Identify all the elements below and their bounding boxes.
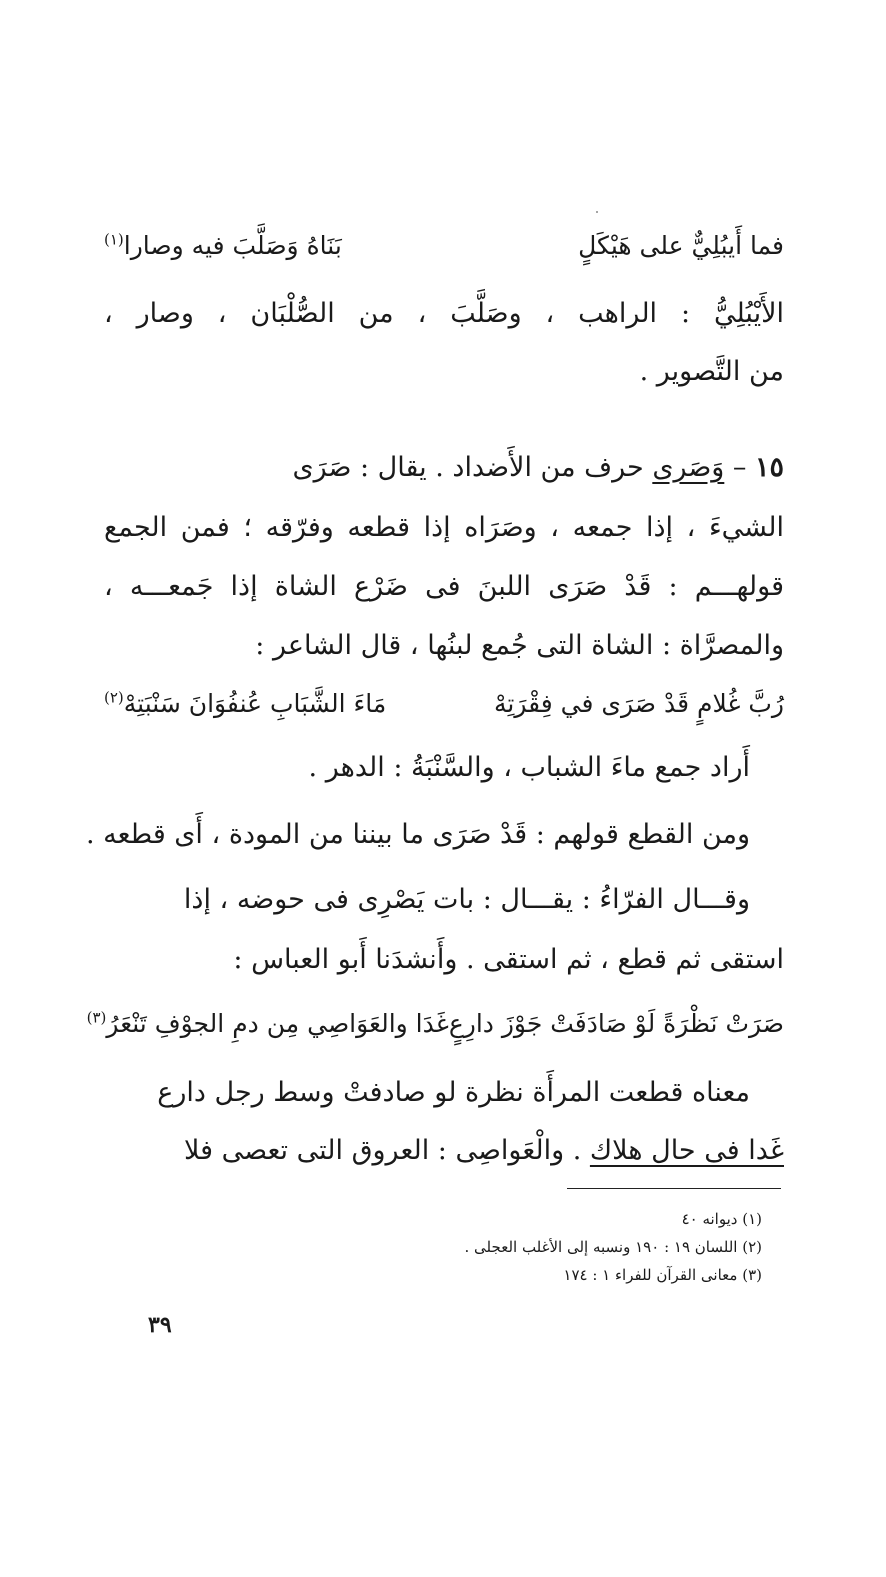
verse-3	[86, 1004, 784, 1044]
entry-15-heading-line	[104, 448, 784, 488]
entry-dash: –	[724, 452, 755, 483]
verse-3-second-hemistich	[87, 1004, 449, 1044]
entry-headword: وَصَرى	[652, 452, 725, 483]
text-line-12	[104, 1131, 784, 1171]
text-line-12-rest: . والْعَواصِى : العروق التى تعصى فلا	[183, 1135, 590, 1166]
text-line-5: قولهـــم : قَدْ صَرَى اللبنَ فى ضَرْع الشاة إذا جَمعـــه ،	[104, 571, 784, 602]
scan-speck	[596, 211, 598, 213]
page-number: ٣٩	[148, 1312, 172, 1338]
footnote-3: (٣) معانى القرآن للفراء ١ : ١٧٤	[563, 1266, 762, 1284]
footnote-ref-2: (٢)	[104, 688, 124, 707]
text-line-9: وقـــال الفرّاءُ : يقـــال : بات يَصْرِى فى حوضه ، إذا	[183, 884, 750, 915]
text-line-7: أَراد جمع ماءَ الشباب ، والسَّنْبَةُ : الدهر .	[308, 752, 750, 783]
verse-2-second-text: مَاءَ الشَّبَابِ عُنفُوَانَ سَنْبَتِهْ	[123, 689, 387, 718]
verse-2	[104, 684, 784, 724]
text-line-4: الشيءَ ، إذا جمعه ، وصَرَاه إذا قطعه وفرّقه ؛ فمن الجمع	[104, 512, 784, 543]
text-line-2: من التَّصوير .	[639, 356, 784, 387]
verse-2-second-hemistich	[104, 684, 386, 724]
footnote-2: (٢) اللسان ١٩ : ١٩٠ ونسبه إلى الأغلب العجلى .	[464, 1238, 762, 1256]
footnote-ref-1: (١)	[104, 230, 124, 249]
text-line-1: الأَيْبُلِيُّ : الراهب ، وصَلَّبَ ، من الصُّلْبَان ، وصار ،	[104, 298, 784, 329]
verse-1-second-text: بَنَاهُ وَصَلَّبَ فيه وصارا	[123, 231, 342, 260]
footnote-divider	[567, 1188, 781, 1189]
verse-1-first-hemistich: فما أَيبُلِيٌّ على هَيْكَلٍ	[578, 231, 784, 260]
footnote-ref-3: (٣)	[86, 1008, 107, 1027]
verse-1-second-hemistich	[104, 226, 342, 266]
underlined-phrase: غَدا فى حال هلاك	[589, 1135, 784, 1166]
verse-1	[104, 226, 784, 266]
text-line-6: والمصرَّاة : الشاة التى جُمع لبنُها ، قال الشاعر :	[255, 630, 784, 661]
entry-number: ١٥	[754, 452, 784, 483]
verse-3-first-hemistich: صَرَتْ نَظْرَةً لَوْ صَادَفَتْ جَوْزَ دارِعٍ	[448, 1009, 784, 1038]
text-line-11: معناه قطعت المرأَة نظرة لو صادفتْ وسط رجل دارع	[157, 1077, 750, 1108]
text-line-10: استقى ثم قطع ، ثم استقى . وأَنشدَنا أَبو العباس :	[233, 944, 784, 975]
verse-2-first-hemistich: رُبَّ غُلامٍ قَدْ صَرَى في فِقْرَتِهْ	[493, 689, 784, 718]
footnote-1: (١) ديوانه ٤٠	[681, 1210, 762, 1228]
verse-3-second-text: غَدَا والعَوَاصِي مِن دمِ الجوْفِ تَنْعَرُ	[106, 1009, 449, 1038]
entry-heading-rest: حرف من الأَضداد . يقال : صَرَى	[292, 452, 653, 483]
text-line-8: ومن القطع قولهم : قَدْ صَرَى ما بيننا من المودة ، أَى قطعه .	[86, 819, 750, 850]
